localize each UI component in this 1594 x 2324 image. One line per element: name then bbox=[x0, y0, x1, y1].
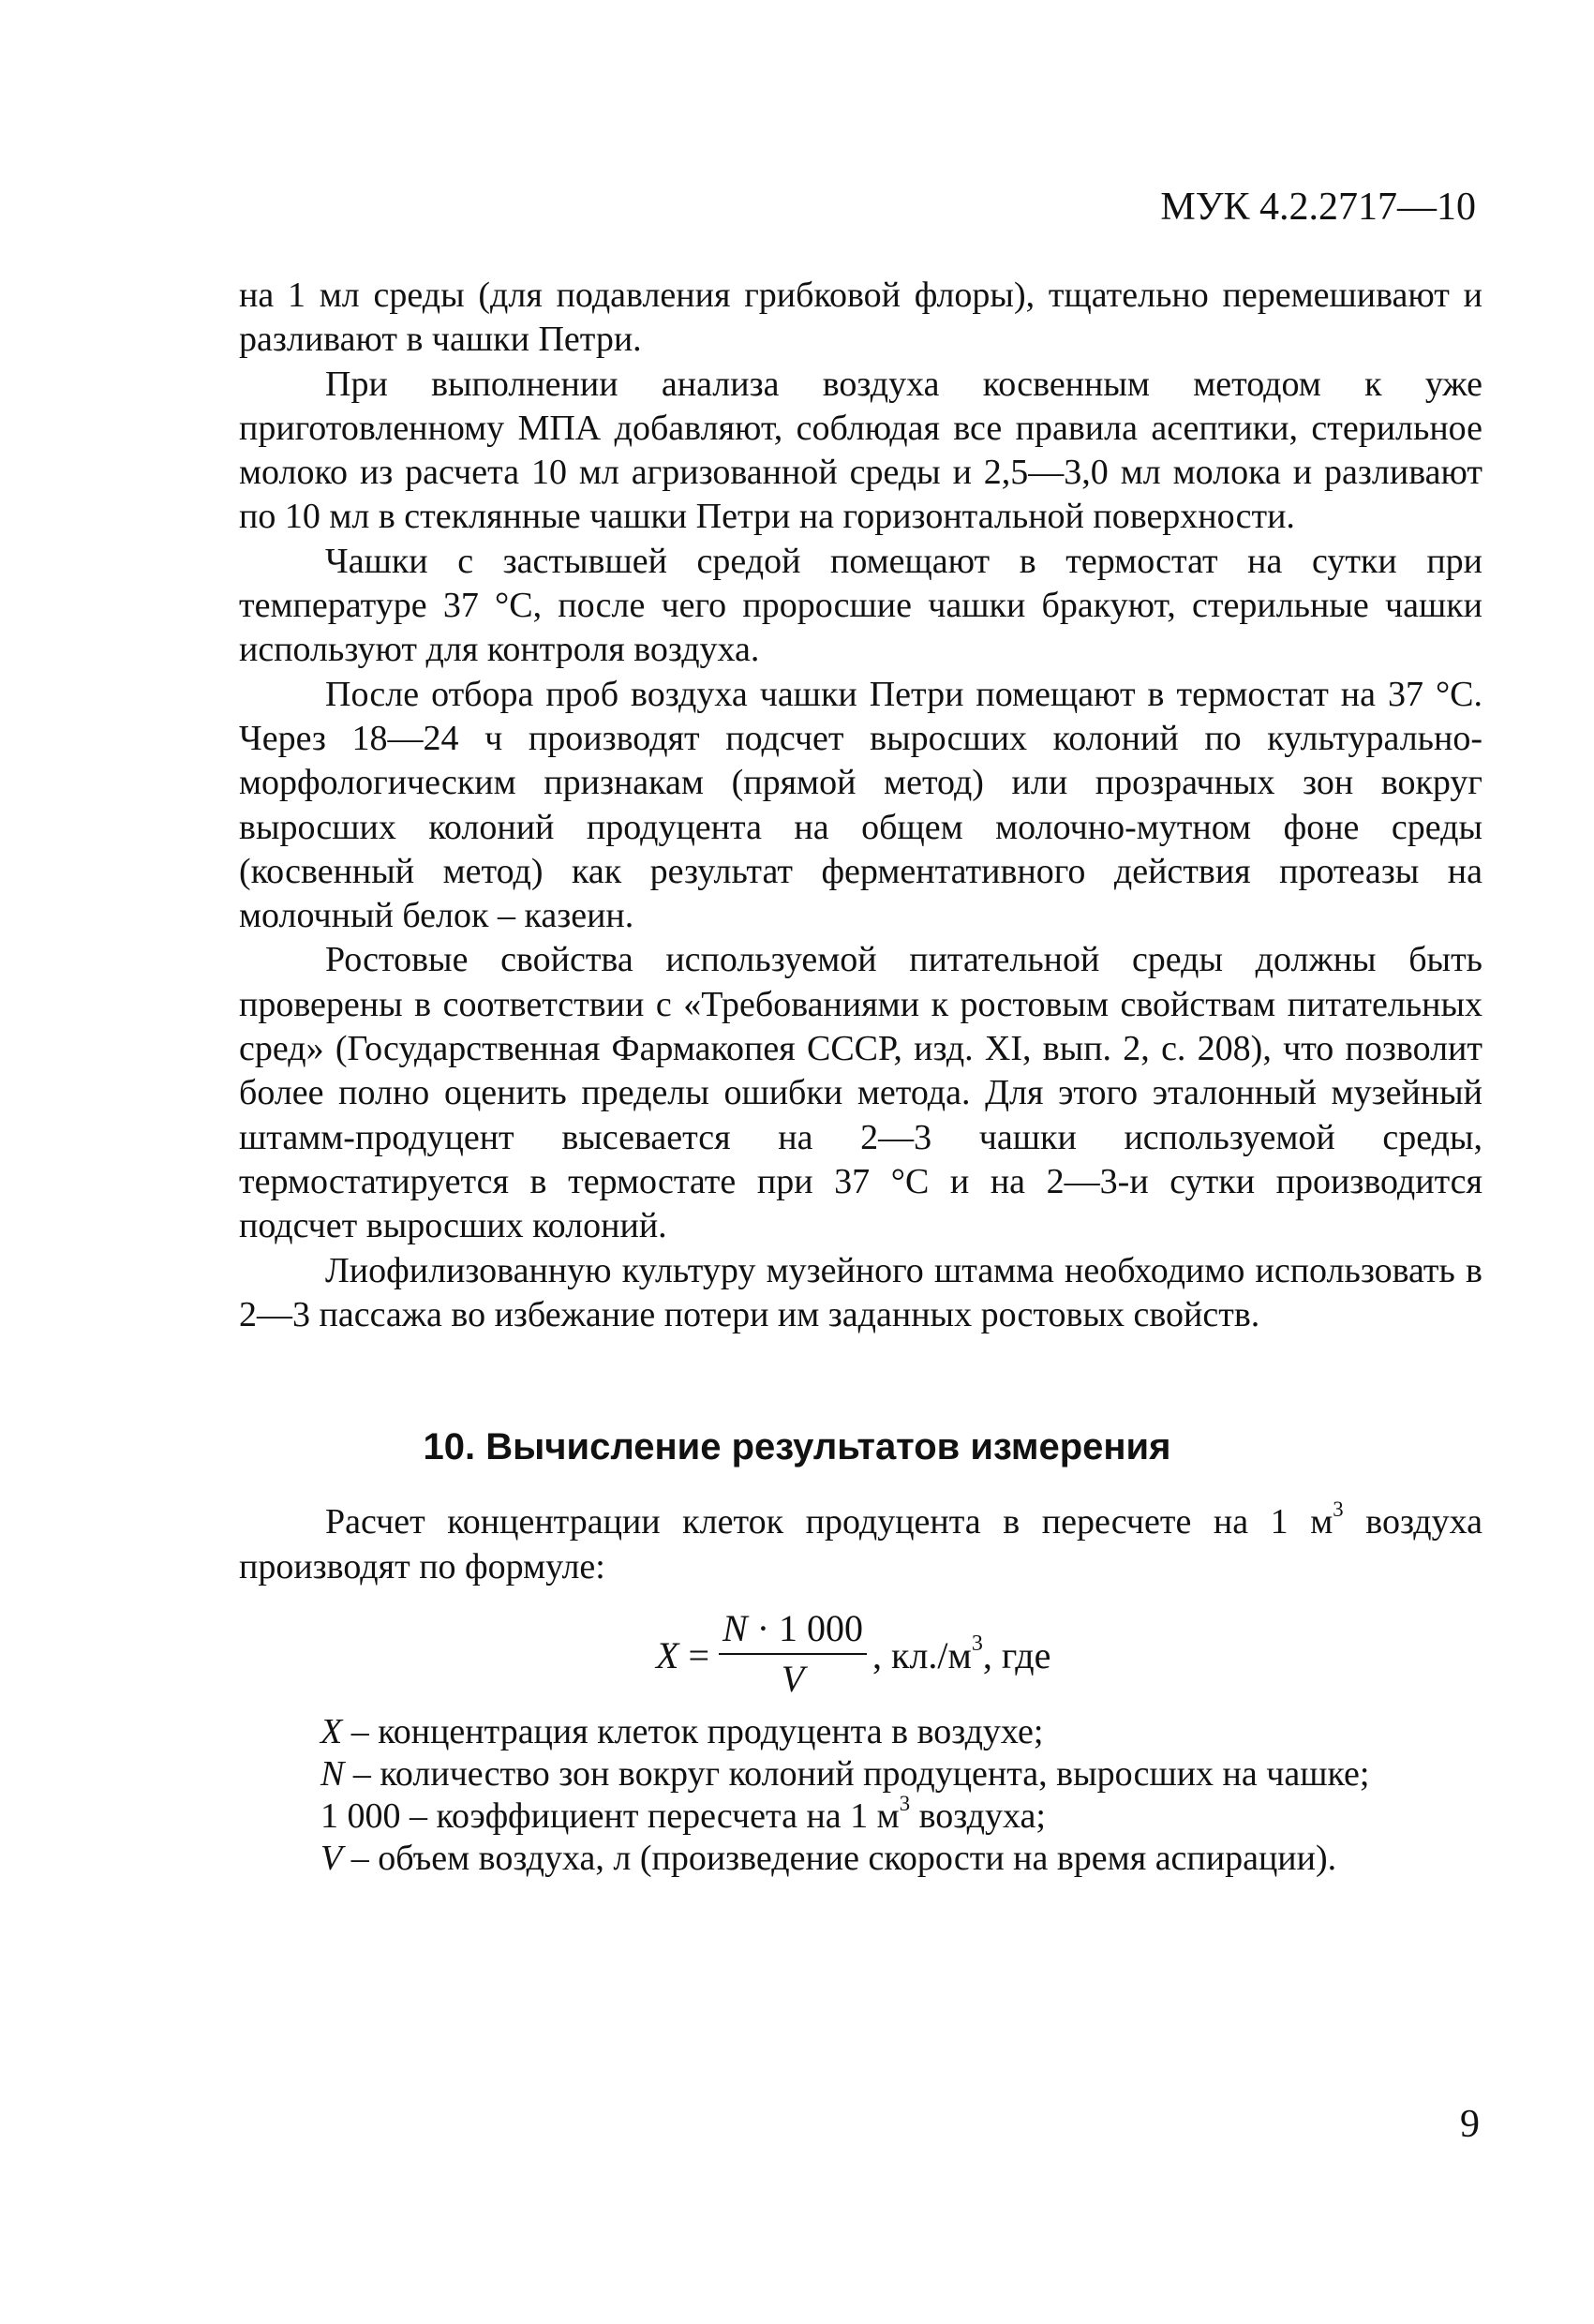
legend-symbol: N bbox=[320, 1754, 345, 1794]
formula-denominator: V bbox=[781, 1658, 805, 1700]
formula-numerator-rest: · 1 000 bbox=[747, 1607, 864, 1649]
legend-symbol: 1 000 bbox=[320, 1796, 401, 1836]
legend-superscript: 3 bbox=[899, 1791, 911, 1815]
formula-unit-before: , кл./м bbox=[872, 1633, 972, 1676]
legend-description: – количество зон вокруг колоний продуцента, выросших на чашке; bbox=[344, 1754, 1370, 1794]
formula-lhs: X bbox=[656, 1633, 679, 1676]
paragraph-counting: После отбора проб воздуха чашки Петри помещают в термостат на 37 °С. Через 18—24 ч производят подсчет выросших колоний по культурально-морфологическим признакам (прямой метод) или прозрачных зон вокруг выросших колоний продуцента на общем молочно-мутном фоне среды (косвенный метод) как результат ферментативного действия протеазы на молочный белок – казеин. bbox=[239, 674, 1482, 936]
paragraph-lyophilized-culture: Лиофилизованную культуру музейного штамма необходимо использовать в 2—3 пассажа во избежание потери им заданных ростовых свойств. bbox=[239, 1250, 1482, 1334]
legend-item-x bbox=[320, 1711, 1501, 1753]
legend-item-v bbox=[320, 1838, 1501, 1880]
formula-unit-superscript: 3 bbox=[971, 1631, 983, 1656]
body-text bbox=[239, 274, 1482, 1337]
legend-description: – объем воздуха, л (произведение скорости на время аспирации). bbox=[342, 1839, 1337, 1878]
formula-numerator bbox=[719, 1608, 867, 1653]
formula-legend bbox=[320, 1711, 1501, 1880]
paragraph-growth-properties: Ростовые свойства используемой питательной среды должны быть проверены в соответствии с «Требованиями к ростовым свойствам питательных сред» (Государственная Фармакопея СССР, изд. XI, вып. 2, с. 208), что позволит более полно оценить пределы ошибки метода. Для этого эталонный музейный штамм-продуцент высевается на 2—3 чашки используемой среды, термостатируется в термостате при 37 °С и на 2—3-и сутки производится подсчет выросших колоний. bbox=[239, 940, 1482, 1246]
legend-description-end: воздуха; bbox=[910, 1796, 1046, 1836]
paragraph-continuation: на 1 мл среды (для подавления грибковой флоры), тщательно перемешивают и разливают в чашки Петри. bbox=[239, 276, 1482, 360]
formula-numerator-var: N bbox=[723, 1607, 748, 1649]
legend-symbol: X bbox=[320, 1712, 343, 1751]
document-code: МУК 4.2.2717—10 bbox=[1160, 186, 1476, 229]
formula-equals: = bbox=[688, 1633, 709, 1676]
section-intro bbox=[239, 1499, 1482, 1589]
legend-description: – коэффициент пересчета на 1 м bbox=[400, 1796, 900, 1836]
formula-unit-after: , где bbox=[982, 1633, 1051, 1676]
formula-unit bbox=[872, 1633, 1050, 1677]
page-number: 9 bbox=[1460, 2103, 1480, 2146]
intro-superscript: 3 bbox=[1333, 1497, 1344, 1521]
legend-description: – концентрация клеток продуцента в воздухе; bbox=[342, 1712, 1044, 1751]
section-title: 10. Вычисление результатов измерения bbox=[423, 1426, 1171, 1467]
intro-paragraph bbox=[239, 1499, 1482, 1589]
legend-item-n bbox=[320, 1753, 1501, 1795]
legend-item-coefficient bbox=[320, 1791, 1501, 1838]
legend-symbol: V bbox=[320, 1839, 343, 1878]
intro-text-after: воздуха производят по формуле: bbox=[239, 1502, 1482, 1587]
paragraph-incubation: Чашки с застывшей средой помещают в термостат на сутки при температуре 37 °С, после чего проросшие чашки бракуют, стерильные чашки используют для контроля воздуха. bbox=[239, 541, 1482, 670]
paragraph-indirect-method: При выполнении анализа воздуха косвенным методом к уже приготовленному МПА добавляют, соблюдая все правила асептики, стерильное молоко из расчета 10 мл агризованной среды и 2,5—3,0 мл молока и разливают по 10 мл в стеклянные чашки Петри на горизонтальной поверхности. bbox=[239, 364, 1482, 537]
formula-fraction bbox=[719, 1608, 867, 1702]
formula bbox=[656, 1608, 1050, 1702]
intro-text-before: Расчет концентрации клеток продуцента в пересчете на 1 м bbox=[325, 1502, 1333, 1542]
